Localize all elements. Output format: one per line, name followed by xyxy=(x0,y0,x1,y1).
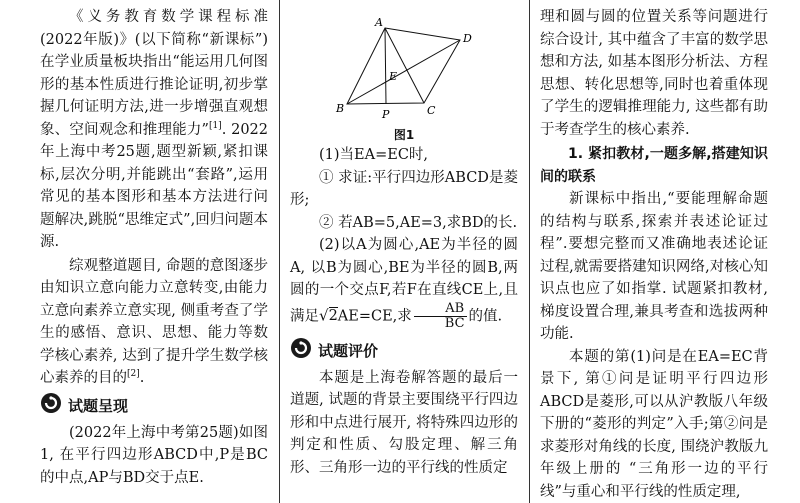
section-title: 试题呈现 xyxy=(68,397,129,416)
citation-1: [1] xyxy=(208,120,222,131)
diagonal-ac xyxy=(385,28,424,103)
column-1 xyxy=(40,6,268,489)
curriculum-paragraph: 新课标中指出,“要能理解命题的结构与联系,探索并表述论证过程”.要想完整而又准确地表述论证过程,就需要搭建知识网络,对核心知识点也应了如指掌. 试题紧扣教材,梯度设置合理,兼具考查和选拔两种功能. xyxy=(540,191,768,342)
section-heading-problem xyxy=(40,394,268,420)
figure-1 xyxy=(290,6,518,128)
section-title: 试题评价 xyxy=(318,342,379,361)
evaluation-continued: 理和圆与圆的位置关系等问题进行综合设计, 其中蕴含了丰富的数学思想和方法, 如基本图形分析法、方程思想、转化思想等,同时也着重体现了学生的逻辑推理能力, 这些都有助于考查学生的核心素养. xyxy=(540,9,768,138)
label-c: C xyxy=(427,104,436,117)
label-p: P xyxy=(382,108,390,121)
column-divider-left xyxy=(279,0,280,503)
parallelogram-abcd xyxy=(347,28,460,104)
subsection-heading-1: 1. 紧扣教材,一题多解,搭建知识间的联系 xyxy=(540,146,768,185)
column-divider-right xyxy=(529,0,530,503)
figure-caption: 图1 xyxy=(393,128,415,142)
problem-statement: (2022年上海中考第25题)如图1, 在平行四边形ABCD中,P是BC的中点,AP与BD交于点E. xyxy=(40,424,268,486)
label-e: E xyxy=(389,70,398,83)
sqrt-symbol: √ xyxy=(319,306,329,324)
section-badge-icon xyxy=(290,337,312,366)
analysis-paragraph: 本题的第(1)问是在EA=EC背景下, 第①问是证明平行四边形ABCD是菱形,可以从沪教版八年级下册的“菱形的判定”入手;第②问是求菱形对角线的长度, 围绕沪教版九年级上册的 “三角形一边的平行线”与重心和平行线的性质定理, xyxy=(540,348,768,500)
parallelogram-diagram xyxy=(290,6,518,128)
question-1-part-b: ② 若AB=5,AE=3,求BD的长. xyxy=(319,214,518,231)
diagonal-bd xyxy=(347,40,460,104)
label-a: A xyxy=(375,16,383,29)
segment-ap xyxy=(385,28,386,104)
column-2 xyxy=(290,6,518,479)
evaluation-paragraph: 本题是上海卷解答题的最后一道题, 试题的背景主要围绕平行四边形和中点进行展开, 将特殊四边形的判定和性质、勾股定理、解三角形、三角形一边的平行线的性质定 xyxy=(290,369,518,476)
intent-paragraph: 综观整道题目, 命题的意图逐步由知识立意向能力立意转变,由能力立意向素养立意实现, 侧重考查了学生的感悟、意识、思想、能力等数学核心素养, 达到了提升学生数学核心素养的目的[2]. xyxy=(40,257,268,386)
citation-2: [2] xyxy=(127,369,140,380)
question-1: (1)当EA=EC时, xyxy=(319,147,429,163)
column-3 xyxy=(540,6,768,503)
section-badge-icon xyxy=(40,392,62,421)
section-heading-evaluation xyxy=(290,339,518,365)
intro-paragraph: 《义务教育数学课程标准(2022年版)》(以下简称“新课标”)在学业质量板块指出“能运用几何图形的基本性质进行推论证明,初步掌握几何证明方法,进一步增强直观想象、空间观念和推理能力”[1]. 2022年上海中考25题,题型新颖,紧扣课标,层次分明,并能跳出“套路”,运用常见的基本图形和基本方法进行问题解决,跳脱“思维定式”,回归问题本源. xyxy=(40,9,268,250)
label-d: D xyxy=(463,32,472,45)
question-2: (2)以A为圆心,AE为半径的圆A, 以B为圆心,BE为半径的圆B,两圆的一个交点F,若F在直线CE上,且满足√2AE=CE,求 $\frac{AB}{BC}$ 的值. xyxy=(290,237,518,331)
fraction-ab-bc: $\frac{AB}{BC}$ xyxy=(414,302,467,331)
label-b: B xyxy=(336,102,345,115)
question-1-part-a: ① 求证:平行四边形ABCD是菱形; xyxy=(290,169,518,208)
sqrt-radicand: 2 xyxy=(328,308,338,324)
